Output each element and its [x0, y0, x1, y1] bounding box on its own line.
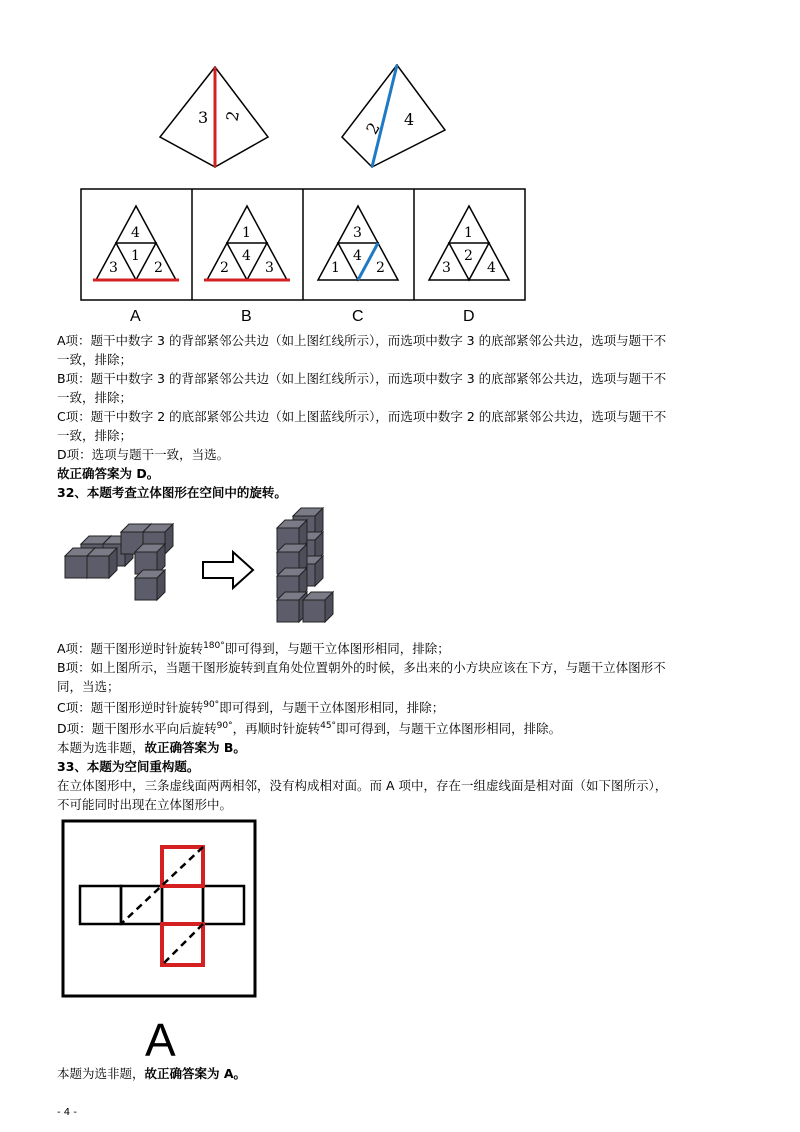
q32-c: [57, 696, 747, 717]
q32-heading: 32、本题考查立体图形在空间中的旋转。: [57, 485, 287, 500]
q31-options-figure: [80, 188, 530, 328]
q32-d-pre: D项：题干图形水平向后旋转: [57, 721, 217, 737]
q32-answer: [57, 738, 747, 757]
q32-d-deg2: 45°: [320, 721, 337, 732]
net-number: 4: [353, 248, 362, 264]
q31-line-6: 一致，排除；: [57, 428, 133, 443]
net-number: 3: [265, 260, 274, 276]
q31-line-5: C项：题干中数字 2 的底部紧邻公共边（如上图蓝线所示），而选项中数字 2 的底部紧邻公共边，选项与题干不: [57, 409, 667, 424]
q33-p1: 在立体图形中，三条虚线面两两相邻，没有构成相对面。而 A 项中，存在一组虚线面是相对面（如下图所示），: [57, 778, 668, 794]
q33-answer-pre: 本题为选非题，: [57, 1066, 145, 1081]
net-number: 1: [331, 260, 340, 276]
net-number: 1: [242, 225, 251, 241]
q33-heading: 33、本题为空间重构题。: [57, 759, 200, 775]
q32-d-mid: ，再顺时针旋转: [232, 721, 321, 737]
net-number: 2: [464, 248, 473, 264]
option-net-d: [429, 206, 509, 325]
net-number: 1: [464, 225, 473, 241]
net-number: 4: [487, 260, 496, 276]
option-net-a: [93, 206, 179, 325]
q32-d-deg1: 90°: [216, 721, 233, 732]
q32-d-post: 即可得到，与题干立体图形相同，排除。: [336, 721, 562, 737]
option-label-b: B: [241, 308, 252, 325]
q32-a: [57, 637, 747, 658]
q31-line-3: B项：题干中数字 3 的背部紧邻公共边（如上图红线所示），而选项中数字 3 的底部紧邻公共边，选项与题干不: [57, 371, 667, 386]
net-number: 2: [154, 260, 163, 276]
q31-line-2: 一致，排除；: [57, 352, 133, 367]
q32-answer-bold: 故正确答案为 B。: [144, 740, 246, 756]
q33-answer-bold: 故正确答案为 A。: [144, 1066, 247, 1081]
net-number: 3: [442, 260, 451, 276]
q32-c-deg: 90°: [203, 700, 220, 711]
q32-c-pre: C项：题干图形逆时针旋转: [57, 700, 204, 716]
q31-answer: 故正确答案为 D。: [57, 466, 160, 481]
page-number: - 4 -: [57, 1107, 77, 1118]
q33-p2: 不可能同时出现在立体图形中。: [57, 797, 233, 813]
q32-a-post: 即可得到，与题干立体图形相同，排除；: [224, 641, 450, 657]
q33-fig-label: A: [145, 1014, 176, 1064]
stem-pyramid-right: [342, 65, 445, 167]
arrow-icon: [203, 552, 253, 588]
q32-answer-pre: 本题为选非题，: [57, 740, 145, 756]
stem-right-num-a: 2: [362, 119, 384, 138]
q32-explanation: [57, 637, 747, 814]
option-net-b: [204, 206, 290, 325]
q32-a-deg: 180°: [203, 641, 225, 651]
q32-b2: 同，当选；: [57, 679, 120, 695]
rotated-solid: [277, 508, 333, 622]
q31-explanation: [57, 331, 747, 502]
q31-line-7: D项：选项与题干一致，当选。: [57, 447, 230, 462]
stem-left-num-a: 3: [198, 108, 209, 127]
option-label-c: C: [352, 308, 364, 325]
q32-b1: B项：如上图所示，当题干图形旋转到直角处位置朝外的时候，多出来的小方块应该在下方，与题干立体图形不: [57, 660, 666, 676]
cube-net: [80, 886, 244, 924]
stem-left-num-b: 2: [222, 109, 243, 123]
q31-stem-figure: [150, 55, 460, 175]
q32-c-post: 即可得到，与题干立体图形相同，排除；: [219, 700, 445, 716]
original-solid: [65, 524, 173, 600]
stem-right-num-b: 4: [404, 110, 415, 129]
option-label-a: A: [130, 308, 141, 325]
net-number: 4: [242, 248, 251, 264]
net-number: 2: [376, 260, 385, 276]
q33-figure: [60, 818, 265, 1064]
net-number: 3: [109, 260, 118, 276]
q32-figure: [55, 500, 355, 635]
net-number: 2: [220, 260, 229, 276]
q33-answer: [57, 1064, 747, 1083]
q32-a-pre: A项：题干图形逆时针旋转: [57, 641, 204, 657]
q32-d: [57, 717, 747, 738]
net-number: 3: [353, 225, 362, 241]
option-label-d: D: [463, 308, 475, 325]
stem-pyramid-left: [160, 67, 268, 167]
q31-line-1: A项：题干中数字 3 的背部紧邻公共边（如上图红线所示），而选项中数字 3 的底部紧邻公共边，选项与题干不: [57, 333, 667, 348]
net-number: 4: [131, 225, 140, 241]
net-number: 1: [131, 248, 140, 264]
option-nets: [93, 206, 509, 325]
q31-line-4: 一致，排除；: [57, 390, 133, 405]
option-net-c: [318, 206, 398, 325]
